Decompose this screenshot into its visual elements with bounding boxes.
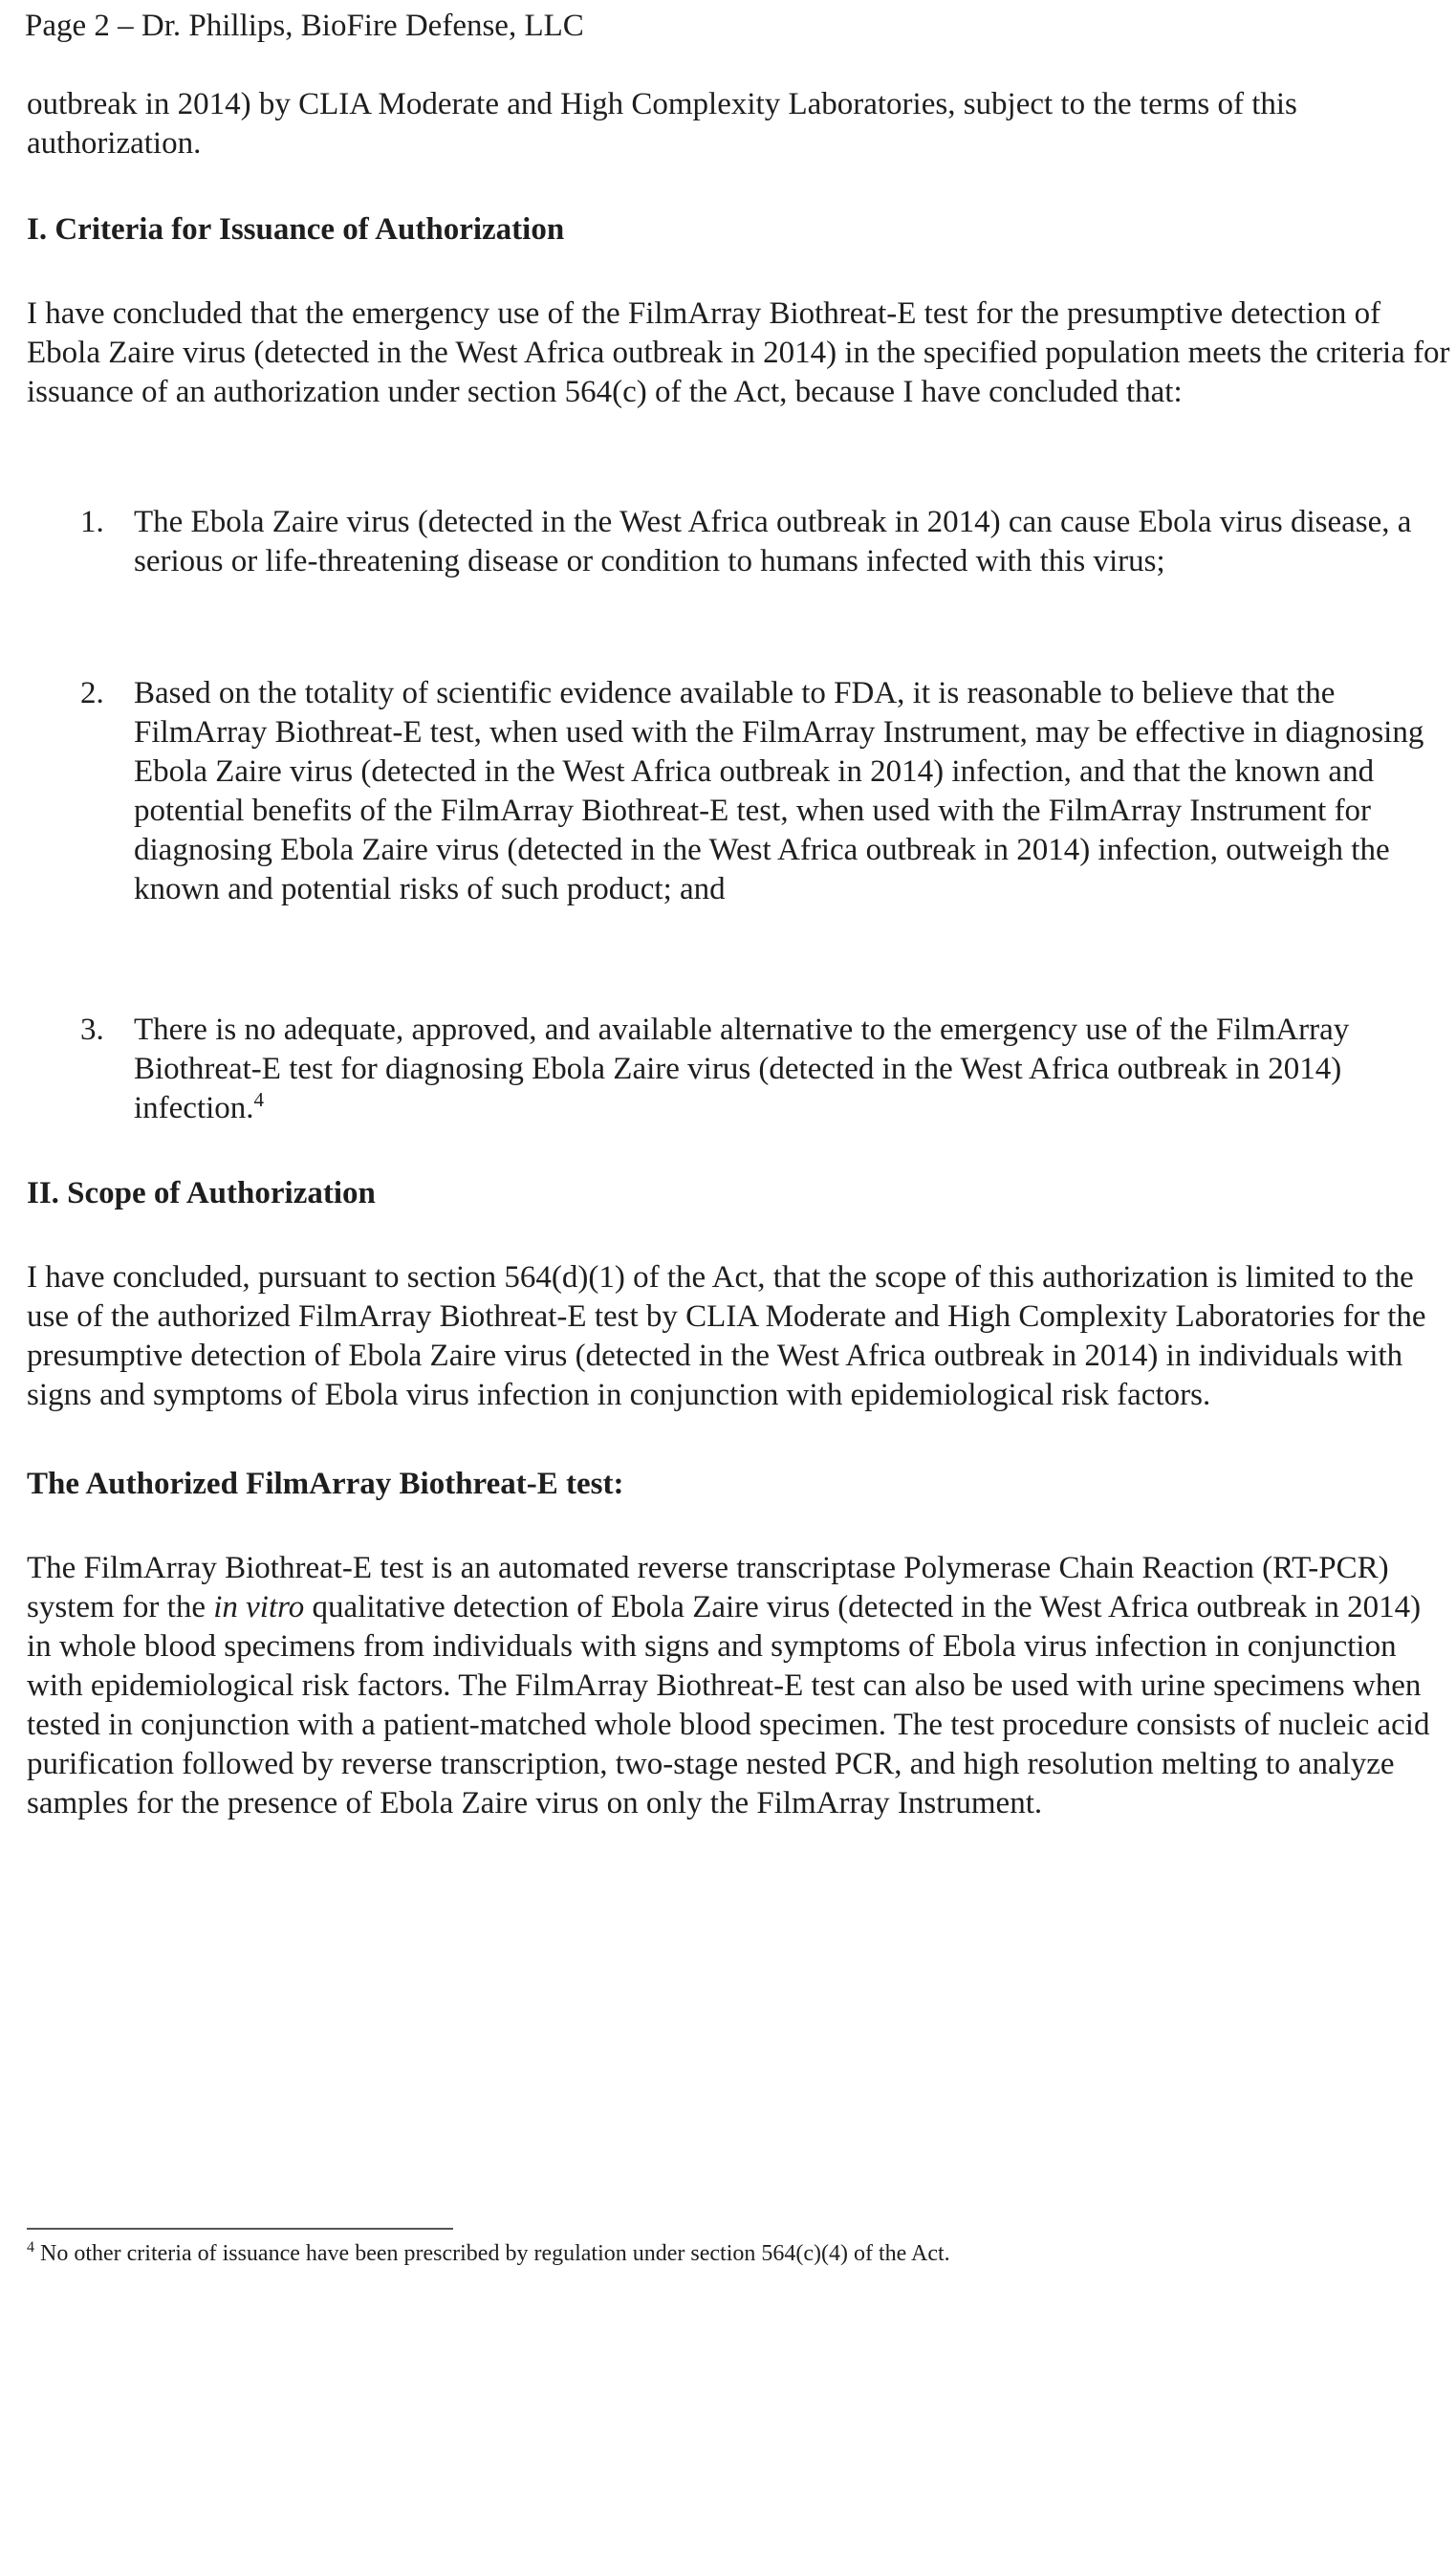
list-item-text bbox=[134, 1011, 1449, 1128]
list-item-number: 2. bbox=[80, 676, 104, 710]
section-heading-scope: II. Scope of Authorization bbox=[27, 1176, 376, 1210]
authorized-test-text-end: qualitative detection of Ebola Zaire virus (detected in the West Africa outbreak in 2014) in whole blood specimens from individuals with signs and symptoms of Ebola virus infection in conjunction with epidemiological risk factors. The FilmArray Biothreat-E test can also be used with urine specimens when tested in conjunction with a patient-matched whole blood specimen. The test procedure consists of nucleic acid purification followed by reverse transcription, two-stage nested PCR, and high resolution melting to analyze samples for the presence of Ebola Zaire virus on only the FilmArray Instrument. bbox=[27, 1590, 1430, 1820]
authorized-test-italic: in vitro bbox=[213, 1590, 305, 1624]
footnote-text: No other criteria of issuance have been prescribed by regulation under section 564(c)(4) of the Act. bbox=[34, 2241, 950, 2266]
footnote-reference: 4 bbox=[253, 1088, 265, 1111]
list-item-text-body: There is no adequate, approved, and available alternative to the emergency use of the FilmArray Biothreat-E test for diagnosing Ebola Zaire virus (detected in the West Africa outbreak in 2014) infection. bbox=[134, 1013, 1350, 1125]
page-header: Page 2 – Dr. Phillips, BioFire Defense, LLC bbox=[25, 9, 584, 43]
footnote-divider bbox=[27, 2228, 453, 2230]
criteria-paragraph: I have concluded that the emergency use of the FilmArray Biothreat-E test for the presumptive detection of Ebola Zaire virus (detected in the West Africa outbreak in 2014) in the specified population meets the criteria for issuance of an authorization under section 564(c) of the Act, because I have concluded that: bbox=[27, 296, 1450, 409]
list-item-text: The Ebola Zaire virus (detected in the West Africa outbreak in 2014) can cause Ebola virus disease, a serious or life-threatening disease or condition to humans infected with this virus; bbox=[134, 505, 1412, 578]
list-item-number: 1. bbox=[80, 505, 104, 539]
scope-paragraph: I have concluded, pursuant to section 564(d)(1) of the Act, that the scope of this authorization is limited to the use of the authorized FilmArray Biothreat-E test by CLIA Moderate and High Complexity Laboratories for the presumptive detection of Ebola Zaire virus (detected in the West Africa outbreak in 2014) in individuals with signs and symptoms of Ebola virus infection in conjunction with epidemiological risk factors. bbox=[27, 1260, 1426, 1412]
authorized-test-text-start: The FilmArray Biothreat-E test is an automated reverse transcriptase Polymerase Chain Reaction (RT-PCR) system for the bbox=[27, 1551, 1389, 1624]
subheading-authorized-test: The Authorized FilmArray Biothreat-E test: bbox=[27, 1467, 624, 1501]
section-heading-criteria: I. Criteria for Issuance of Authorization bbox=[27, 212, 565, 247]
authorized-test-paragraph bbox=[27, 1549, 1451, 1823]
list-item-number: 3. bbox=[80, 1013, 104, 1047]
footnote bbox=[27, 2239, 950, 2268]
intro-paragraph: outbreak in 2014) by CLIA Moderate and High Complexity Laboratories, subject to the terms of this authorization. bbox=[27, 87, 1297, 161]
list-item-text: Based on the totality of scientific evidence available to FDA, it is reasonable to believe that the FilmArray Biothreat-E test, when used with the FilmArray Instrument, may be effective in diagnosing Ebola Zaire virus (detected in the West Africa outbreak in 2014) infection, and that the known and potential benefits of the FilmArray Biothreat-E test, when used with the FilmArray Instrument for diagnosing Ebola Zaire virus (detected in the West Africa outbreak in 2014) infection, outweigh the known and potential risks of such product; and bbox=[134, 676, 1424, 906]
footnote-mark: 4 bbox=[27, 2239, 34, 2256]
